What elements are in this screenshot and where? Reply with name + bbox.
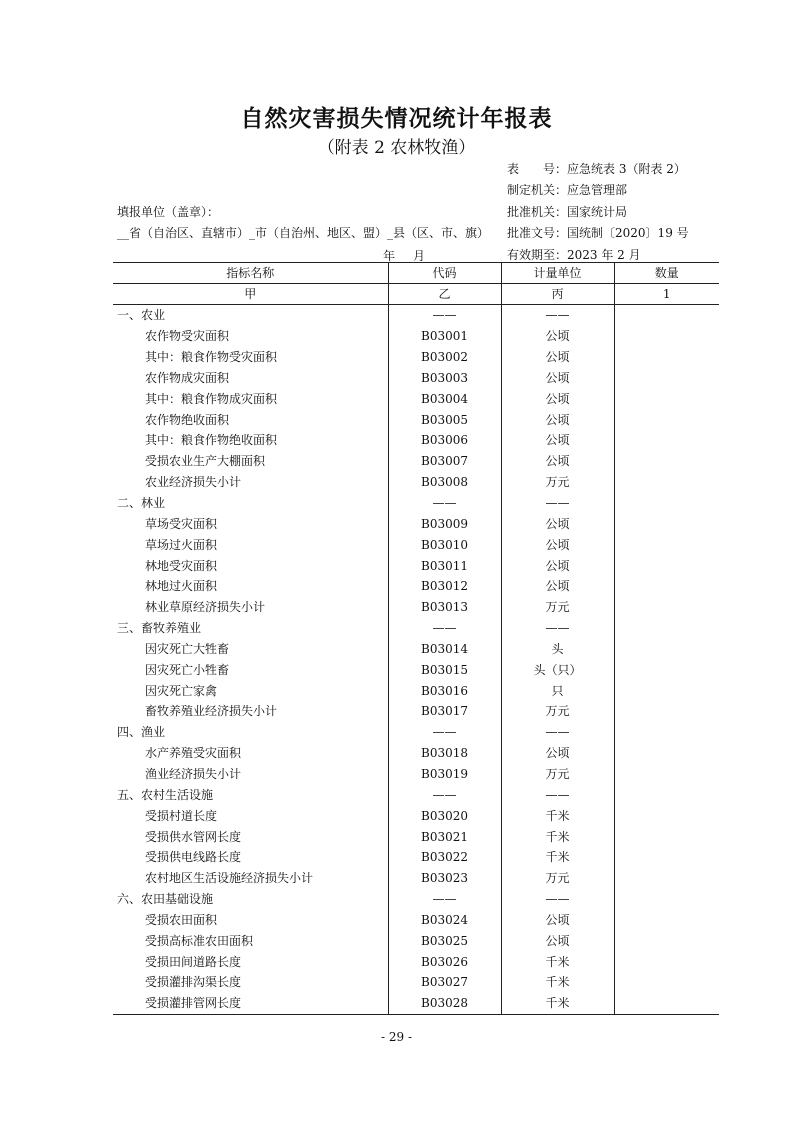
indicator-name-cell: 其中：粮食作物绝收面积 [113, 430, 388, 451]
indicator-name-cell: 农作物成灾面积 [113, 368, 388, 389]
table-row [113, 388, 719, 409]
table-row [113, 639, 719, 660]
table-row [113, 805, 719, 826]
code-cell: —— [388, 722, 501, 743]
unit-cell: 公顷 [501, 909, 614, 930]
code-cell: B03026 [388, 951, 501, 972]
quantity-cell[interactable] [614, 409, 719, 430]
col-header-qty: 数量 [614, 263, 719, 284]
code-cell: B03018 [388, 743, 501, 764]
unit-cell: —— [501, 784, 614, 805]
unit-cell: 头 [501, 639, 614, 660]
indicator-name-cell: 渔业经济损失小计 [113, 764, 388, 785]
loss-statistics-table [113, 262, 719, 1015]
quantity-cell[interactable] [614, 680, 719, 701]
quantity-cell[interactable] [614, 993, 719, 1014]
table-row [113, 826, 719, 847]
meta-maker-label: 制定机关： [507, 183, 568, 197]
indicator-name-cell: 受损灌排管网长度 [113, 993, 388, 1014]
quantity-cell[interactable] [614, 305, 719, 326]
quantity-cell[interactable] [614, 972, 719, 993]
code-cell: B03003 [388, 368, 501, 389]
indicator-name-cell: 二、林业 [113, 493, 388, 514]
unit-cell: —— [501, 889, 614, 910]
unit-cell: 千米 [501, 972, 614, 993]
month-label: 月 [413, 249, 426, 263]
unit-cell: 头（只） [501, 659, 614, 680]
table-row [113, 326, 719, 347]
report-subtitle: （附表 2 农林牧渔） [317, 138, 476, 158]
unit-cell: —— [501, 493, 614, 514]
table-row [113, 347, 719, 368]
table-row [113, 513, 719, 534]
unit-cell: 万元 [501, 472, 614, 493]
meta-table-no-label: 表 号： [507, 162, 568, 176]
unit-cell: —— [501, 722, 614, 743]
indicator-name-cell: 一、农业 [113, 305, 388, 326]
quantity-cell[interactable] [614, 576, 719, 597]
table-row [113, 764, 719, 785]
unit-cell: 公顷 [501, 368, 614, 389]
indicator-name-cell: 草场受灾面积 [113, 513, 388, 534]
table-row [113, 847, 719, 868]
indicator-name-cell: 受损农业生产大棚面积 [113, 451, 388, 472]
code-cell: —— [388, 305, 501, 326]
reporting-unit-label: 填报单位（盖章）： [117, 205, 220, 219]
table-header-row [113, 263, 719, 284]
code-cell: B03010 [388, 534, 501, 555]
unit-cell: 公顷 [501, 743, 614, 764]
indicator-name-cell: 受损高标准农田面积 [113, 930, 388, 951]
indicator-name-cell: 农作物绝收面积 [113, 409, 388, 430]
table-row [113, 784, 719, 805]
table-row [113, 555, 719, 576]
code-cell: B03027 [388, 972, 501, 993]
quantity-cell[interactable] [614, 472, 719, 493]
quantity-cell[interactable] [614, 493, 719, 514]
quantity-cell[interactable] [614, 513, 719, 534]
table-marker-row [113, 284, 719, 305]
unit-cell: 万元 [501, 764, 614, 785]
meta-approver [507, 203, 627, 220]
quantity-cell[interactable] [614, 326, 719, 347]
code-cell: B03021 [388, 826, 501, 847]
year-label: 年 [383, 249, 396, 263]
quantity-cell[interactable] [614, 764, 719, 785]
quantity-cell[interactable] [614, 930, 719, 951]
quantity-cell[interactable] [614, 368, 719, 389]
code-cell: B03004 [388, 388, 501, 409]
col-marker-unit: 丙 [501, 284, 614, 305]
indicator-name-cell: 受损农田面积 [113, 909, 388, 930]
quantity-cell[interactable] [614, 889, 719, 910]
indicator-name-cell: 受损田间道路长度 [113, 951, 388, 972]
unit-cell: 公顷 [501, 534, 614, 555]
indicator-name-cell: 林地受灾面积 [113, 555, 388, 576]
indicator-name-cell: 受损村道长度 [113, 805, 388, 826]
quantity-cell[interactable] [614, 430, 719, 451]
meta-valid-value: 2023 年 2 月 [567, 248, 641, 262]
table-row [113, 930, 719, 951]
indicator-name-cell: 六、农田基础设施 [113, 889, 388, 910]
code-cell: —— [388, 618, 501, 639]
unit-cell: —— [501, 305, 614, 326]
quantity-cell[interactable] [614, 534, 719, 555]
indicator-name-cell: 其中：粮食作物成灾面积 [113, 388, 388, 409]
quantity-cell[interactable] [614, 597, 719, 618]
quantity-cell[interactable] [614, 659, 719, 680]
unit-cell: 公顷 [501, 430, 614, 451]
indicator-name-cell: 三、畜牧养殖业 [113, 618, 388, 639]
code-cell: B03015 [388, 659, 501, 680]
table-row [113, 576, 719, 597]
table-row [113, 951, 719, 972]
col-marker-name: 甲 [113, 284, 388, 305]
unit-cell: 万元 [501, 868, 614, 889]
unit-cell: 公顷 [501, 930, 614, 951]
code-cell: B03020 [388, 805, 501, 826]
page-number: - 29 - [380, 1030, 412, 1044]
indicator-name-cell: 其中：粮食作物受灾面积 [113, 347, 388, 368]
unit-cell: 千米 [501, 993, 614, 1014]
code-cell: B03012 [388, 576, 501, 597]
unit-cell: 公顷 [501, 326, 614, 347]
unit-cell: 公顷 [501, 388, 614, 409]
region-line: __省（自治区、直辖市）_市（自治州、地区、盟）_县（区、市、旗） [117, 226, 490, 240]
indicator-name-cell: 四、渔业 [113, 722, 388, 743]
code-cell: B03011 [388, 555, 501, 576]
quantity-cell[interactable] [614, 847, 719, 868]
table-row [113, 993, 719, 1014]
indicator-name-cell: 农村地区生活设施经济损失小计 [113, 868, 388, 889]
meta-approver-value: 国家统计局 [567, 205, 628, 219]
indicator-name-cell: 因灾死亡家禽 [113, 680, 388, 701]
code-cell: —— [388, 493, 501, 514]
table-row [113, 534, 719, 555]
meta-approval-no [507, 224, 689, 241]
meta-maker [507, 181, 627, 198]
unit-cell: 公顷 [501, 409, 614, 430]
col-header-code: 代码 [388, 263, 501, 284]
quantity-cell[interactable] [614, 618, 719, 639]
code-cell: B03007 [388, 451, 501, 472]
quantity-cell[interactable] [614, 951, 719, 972]
unit-cell: 万元 [501, 597, 614, 618]
unit-cell: 公顷 [501, 451, 614, 472]
table-row [113, 451, 719, 472]
table-row [113, 430, 719, 451]
quantity-cell[interactable] [614, 743, 719, 764]
meta-table-no-value: 应急统表 3（附表 2） [567, 162, 686, 176]
indicator-name-cell: 受损灌排沟渠长度 [113, 972, 388, 993]
code-cell: B03022 [388, 847, 501, 868]
indicator-name-cell: 因灾死亡小牲畜 [113, 659, 388, 680]
quantity-cell[interactable] [614, 784, 719, 805]
table-row [113, 743, 719, 764]
unit-cell: 公顷 [501, 513, 614, 534]
indicator-name-cell: 受损供电线路长度 [113, 847, 388, 868]
table-row [113, 909, 719, 930]
quantity-cell[interactable] [614, 909, 719, 930]
indicator-name-cell: 五、农村生活设施 [113, 784, 388, 805]
code-cell: B03017 [388, 701, 501, 722]
unit-cell: —— [501, 618, 614, 639]
indicator-name-cell: 畜牧养殖业经济损失小计 [113, 701, 388, 722]
unit-cell: 公顷 [501, 576, 614, 597]
quantity-cell[interactable] [614, 347, 719, 368]
table-row [113, 597, 719, 618]
quantity-cell[interactable] [614, 639, 719, 660]
meta-approver-label: 批准机关： [507, 205, 568, 219]
table-row [113, 472, 719, 493]
table-row [113, 659, 719, 680]
col-header-name: 指标名称 [113, 263, 388, 284]
table-row [113, 701, 719, 722]
code-cell: B03019 [388, 764, 501, 785]
table-row [113, 305, 719, 326]
unit-cell: 只 [501, 680, 614, 701]
table-row [113, 618, 719, 639]
unit-cell: 万元 [501, 701, 614, 722]
indicator-name-cell: 水产养殖受灾面积 [113, 743, 388, 764]
quantity-cell[interactable] [614, 805, 719, 826]
meta-valid-label: 有效期至： [507, 248, 568, 262]
indicator-name-cell: 农业经济损失小计 [113, 472, 388, 493]
code-cell: B03023 [388, 868, 501, 889]
meta-table-no [507, 160, 686, 177]
meta-approval-no-value: 国统制〔2020〕19 号 [567, 226, 689, 240]
indicator-name-cell: 受损供水管网长度 [113, 826, 388, 847]
quantity-cell[interactable] [614, 701, 719, 722]
code-cell: —— [388, 889, 501, 910]
indicator-name-cell: 草场过火面积 [113, 534, 388, 555]
table-row [113, 722, 719, 743]
col-marker-qty: 1 [614, 284, 719, 305]
table-row [113, 972, 719, 993]
code-cell: B03002 [388, 347, 501, 368]
quantity-cell[interactable] [614, 451, 719, 472]
meta-valid [507, 246, 641, 263]
code-cell: B03025 [388, 930, 501, 951]
table-row [113, 680, 719, 701]
table-row [113, 409, 719, 430]
code-cell: B03016 [388, 680, 501, 701]
table-row [113, 889, 719, 910]
quantity-cell[interactable] [614, 868, 719, 889]
report-title: 自然灾害损失情况统计年报表 [240, 106, 553, 132]
unit-cell: 千米 [501, 826, 614, 847]
code-cell: B03028 [388, 993, 501, 1014]
col-marker-code: 乙 [388, 284, 501, 305]
meta-maker-value: 应急管理部 [567, 183, 628, 197]
code-cell: B03005 [388, 409, 501, 430]
code-cell: B03013 [388, 597, 501, 618]
unit-cell: 千米 [501, 951, 614, 972]
unit-cell: 公顷 [501, 555, 614, 576]
indicator-name-cell: 因灾死亡大牲畜 [113, 639, 388, 660]
unit-cell: 千米 [501, 805, 614, 826]
meta-approval-no-label: 批准文号： [507, 226, 568, 240]
code-cell: B03024 [388, 909, 501, 930]
indicator-name-cell: 农作物受灾面积 [113, 326, 388, 347]
col-header-unit: 计量单位 [501, 263, 614, 284]
code-cell: B03006 [388, 430, 501, 451]
indicator-name-cell: 林业草原经济损失小计 [113, 597, 388, 618]
table-row [113, 868, 719, 889]
unit-cell: 公顷 [501, 347, 614, 368]
quantity-cell[interactable] [614, 555, 719, 576]
quantity-cell[interactable] [614, 722, 719, 743]
code-cell: B03001 [388, 326, 501, 347]
quantity-cell[interactable] [614, 388, 719, 409]
code-cell: —— [388, 784, 501, 805]
table-row [113, 368, 719, 389]
table-row [113, 493, 719, 514]
unit-cell: 千米 [501, 847, 614, 868]
code-cell: B03009 [388, 513, 501, 534]
code-cell: B03008 [388, 472, 501, 493]
quantity-cell[interactable] [614, 826, 719, 847]
code-cell: B03014 [388, 639, 501, 660]
indicator-name-cell: 林地过火面积 [113, 576, 388, 597]
